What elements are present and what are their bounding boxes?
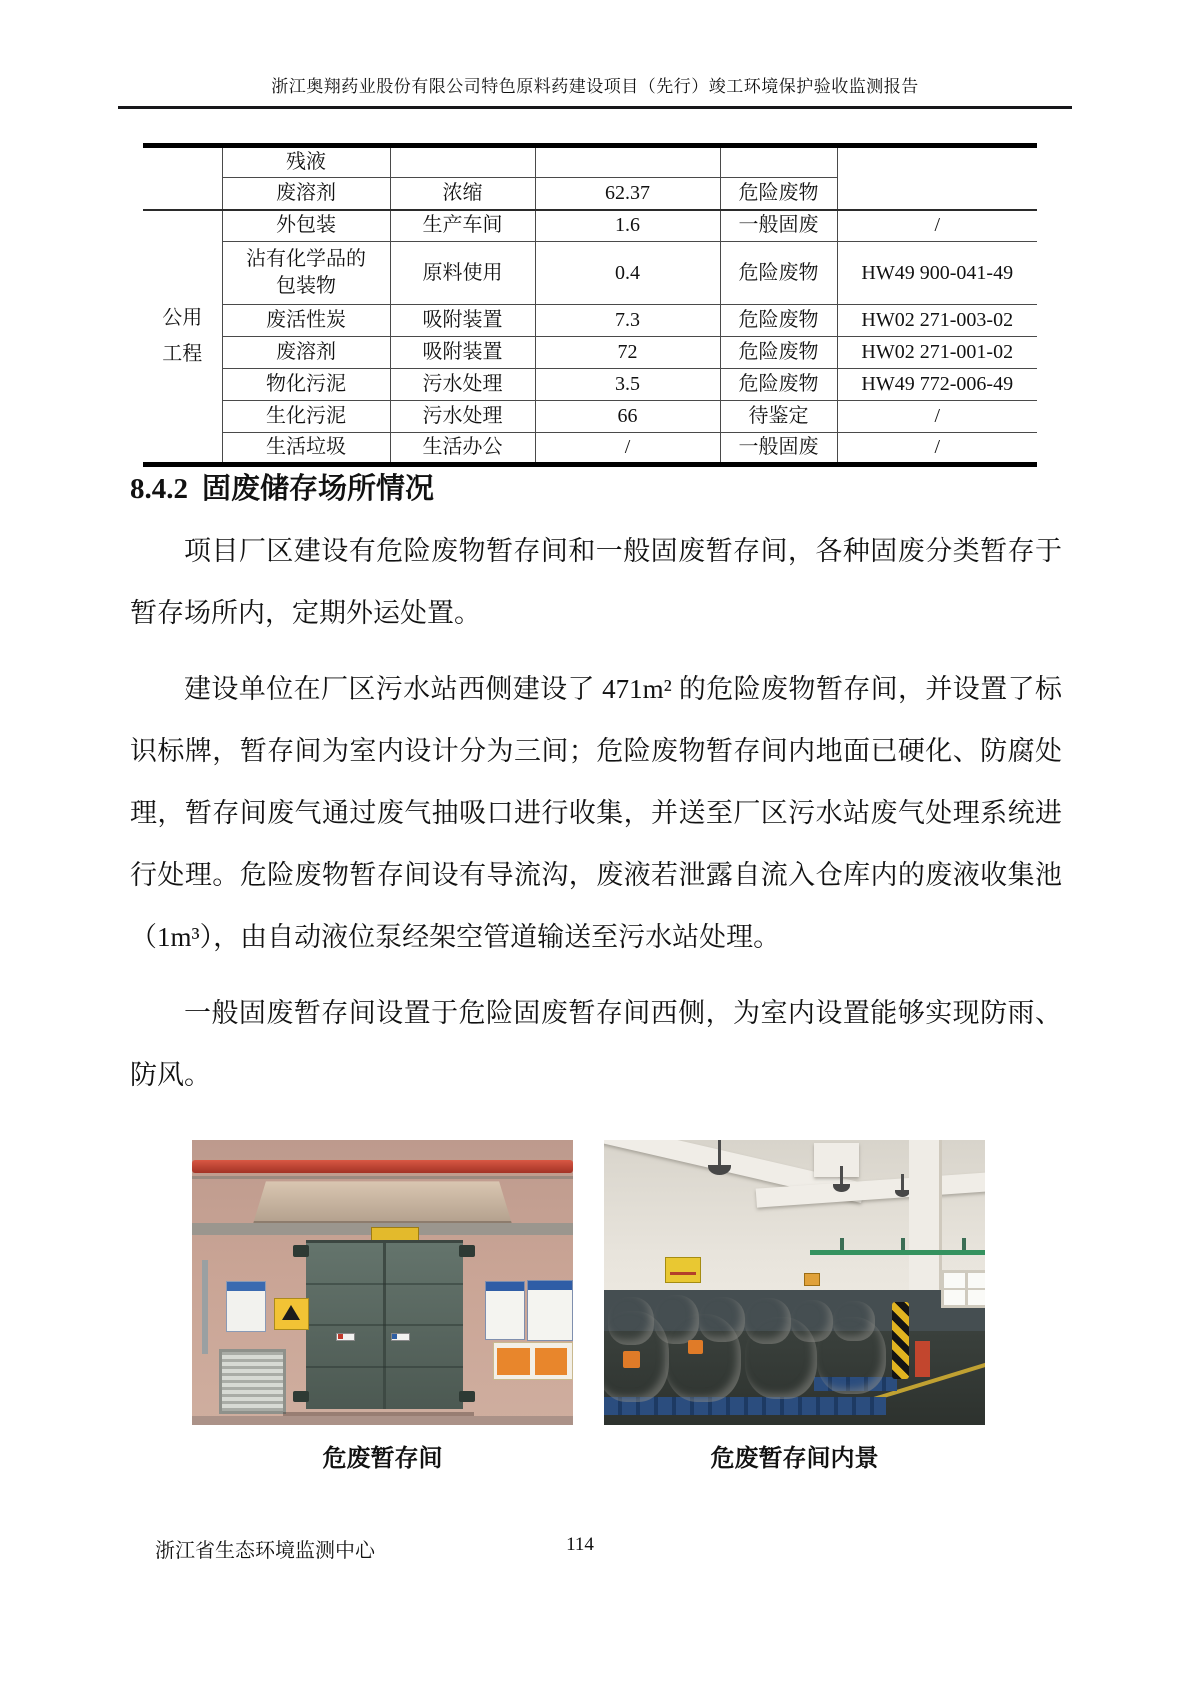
solid-waste-table (143, 143, 1037, 467)
waste-category: 一般固废 (720, 433, 837, 465)
warning-triangle-icon (282, 1305, 300, 1320)
waste-source: 污水处理 (390, 369, 535, 401)
yellow-wall-sign (665, 1257, 701, 1283)
figure-hazwaste-storeroom-exterior-photo (192, 1140, 573, 1425)
figure-caption: 危废暂存间 (322, 1446, 443, 1472)
door-hinge (293, 1245, 309, 1256)
waste-amount: 0.4 (535, 242, 720, 305)
waste-amount (535, 146, 720, 178)
waste-amount: 66 (535, 401, 720, 433)
warning-sign (274, 1298, 309, 1330)
page-number: 114 (566, 1534, 594, 1555)
notice-board-header (528, 1281, 572, 1291)
louver-vent-grille (219, 1349, 286, 1413)
lamp-cord (840, 1166, 843, 1186)
pipe-stub (840, 1238, 844, 1249)
wall-conduit (202, 1260, 208, 1354)
notice-board-header (227, 1282, 265, 1291)
door-hinge (293, 1391, 309, 1402)
thin-pipe (192, 1176, 573, 1179)
storeroom-double-door (306, 1240, 462, 1408)
cell-text: 沾有化学品的包装物 (246, 248, 366, 297)
door-hinge (459, 1391, 475, 1402)
notice-board (527, 1280, 573, 1342)
waste-code: HW02 271-001-02 (837, 337, 1037, 369)
bulk-bag (745, 1317, 817, 1400)
waste-source: 生产车间 (390, 210, 535, 242)
waste-source: 生活办公 (390, 433, 535, 465)
table-row (143, 433, 1037, 465)
waste-amount: / (535, 433, 720, 465)
waste-name (222, 146, 390, 178)
waste-source (390, 146, 535, 178)
waste-name: 生化污泥 (222, 401, 390, 433)
red-fire-pipe (192, 1160, 573, 1173)
waste-source: 污水处理 (390, 401, 535, 433)
figure-hazwaste-storeroom-interior-photo (604, 1140, 985, 1425)
waste-name: 外包装 (222, 210, 390, 242)
bulk-bag (817, 1317, 886, 1394)
table-row (143, 369, 1037, 401)
waste-category: 危险废物 (720, 305, 837, 337)
waste-amount: 72 (535, 337, 720, 369)
waste-code (837, 146, 1037, 210)
figure-caption: 危废暂存间内景 (710, 1446, 879, 1472)
page-header-title: 浙江奥翔药业股份有限公司特色原料药建设项目（先行）竣工环境保护验收监测报告 (118, 72, 1072, 109)
waste-code: / (837, 401, 1037, 433)
waste-source: 浓缩 (390, 178, 535, 210)
ground-strip (192, 1416, 573, 1425)
waste-code: HW02 271-003-02 (837, 305, 1037, 337)
bag-label (623, 1351, 640, 1368)
waste-amount: 7.3 (535, 305, 720, 337)
paragraph: 建设单位在厂区污水站西侧建设了 471m² 的危险废物暂存间，并设置了标识标牌，暂存间为室内设计分为三间；危险废物暂存间内地面已硬化、防腐处理，暂存间废气通过废气抽吸口进行收集，并送至厂区污水站废气处理系统进行处理。危险废物暂存间设有导流沟，废液若泄露自流入仓库内的废液收集池（1m³），由自动液位泵经架空管道输送至污水站处理。 (130, 674, 1062, 952)
notice-board (226, 1281, 266, 1331)
waste-code: HW49 772-006-49 (837, 369, 1037, 401)
section-body (130, 520, 1062, 1120)
table-row (143, 146, 1037, 178)
waste-category: 危险废物 (720, 369, 837, 401)
paragraph: 项目厂区建设有危险废物暂存间和一般固废暂存间，各种固废分类暂存于暂存场所内，定期外运处置。 (130, 536, 1062, 628)
group-cell-utility-works (143, 210, 222, 465)
waste-category: 危险废物 (720, 178, 837, 210)
notice-board-header (486, 1282, 524, 1291)
red-post (915, 1341, 930, 1377)
bag-label (688, 1340, 703, 1354)
door-seam (306, 1366, 462, 1368)
group-label-line: 工程 (162, 343, 203, 366)
waste-category: 危险废物 (720, 337, 837, 369)
door-label-sign (336, 1333, 355, 1341)
waste-source: 原料使用 (390, 242, 535, 305)
waste-name (222, 242, 390, 305)
waste-name: 废活性炭 (222, 305, 390, 337)
pipe-stub (901, 1238, 905, 1249)
table-row (143, 242, 1037, 305)
door-seam (306, 1283, 462, 1285)
waste-code: / (837, 210, 1037, 242)
lamp-cord (718, 1140, 721, 1166)
door-hinge (459, 1245, 475, 1256)
waste-category (720, 146, 837, 178)
lamp-cord (901, 1174, 904, 1191)
table-row (143, 337, 1037, 369)
cell-text: 残液 (286, 151, 326, 173)
door-canopy (253, 1181, 512, 1224)
waste-name: 物化污泥 (222, 369, 390, 401)
door-label-sign (391, 1333, 410, 1341)
waste-category: 危险废物 (720, 242, 837, 305)
waste-code: / (837, 433, 1037, 465)
table-row (143, 305, 1037, 337)
waste-name: 生活垃圾 (222, 433, 390, 465)
green-pipe (810, 1250, 985, 1255)
waste-name: 废溶剂 (222, 178, 390, 210)
waste-amount: 62.37 (535, 178, 720, 210)
paragraph: 一般固废暂存间设置于危险固废暂存间西侧，为室内设置能够实现防雨、防风。 (130, 998, 1062, 1090)
notice-board (485, 1281, 525, 1340)
window (941, 1270, 985, 1309)
group-cell-empty (143, 146, 222, 210)
section-title: 固废储存场所情况 (202, 473, 435, 505)
bulk-bag (665, 1314, 741, 1402)
solid-waste-table-wrap (143, 143, 1037, 467)
table-row (143, 210, 1037, 242)
table-row (143, 401, 1037, 433)
waste-source: 吸附装置 (390, 337, 535, 369)
group-label-line: 公用 (162, 307, 203, 330)
waste-source: 吸附装置 (390, 305, 535, 337)
waste-amount: 3.5 (535, 369, 720, 401)
waste-category: 一般固废 (720, 210, 837, 242)
small-wall-sign (804, 1273, 820, 1286)
pipe-stub (962, 1238, 966, 1249)
ceiling-beam (814, 1143, 860, 1177)
footer-organization: 浙江省生态环境监测中心 (155, 1540, 375, 1562)
waste-name: 废溶剂 (222, 337, 390, 369)
door-seam (306, 1324, 462, 1326)
orange-hazard-labels (493, 1342, 573, 1380)
waste-category: 待鉴定 (720, 401, 837, 433)
waste-code: HW49 900-041-49 (837, 242, 1037, 305)
striped-column-guard (892, 1302, 910, 1379)
waste-amount: 1.6 (535, 210, 720, 242)
section-number: 8.4.2 (130, 473, 188, 505)
section-heading (130, 466, 434, 507)
